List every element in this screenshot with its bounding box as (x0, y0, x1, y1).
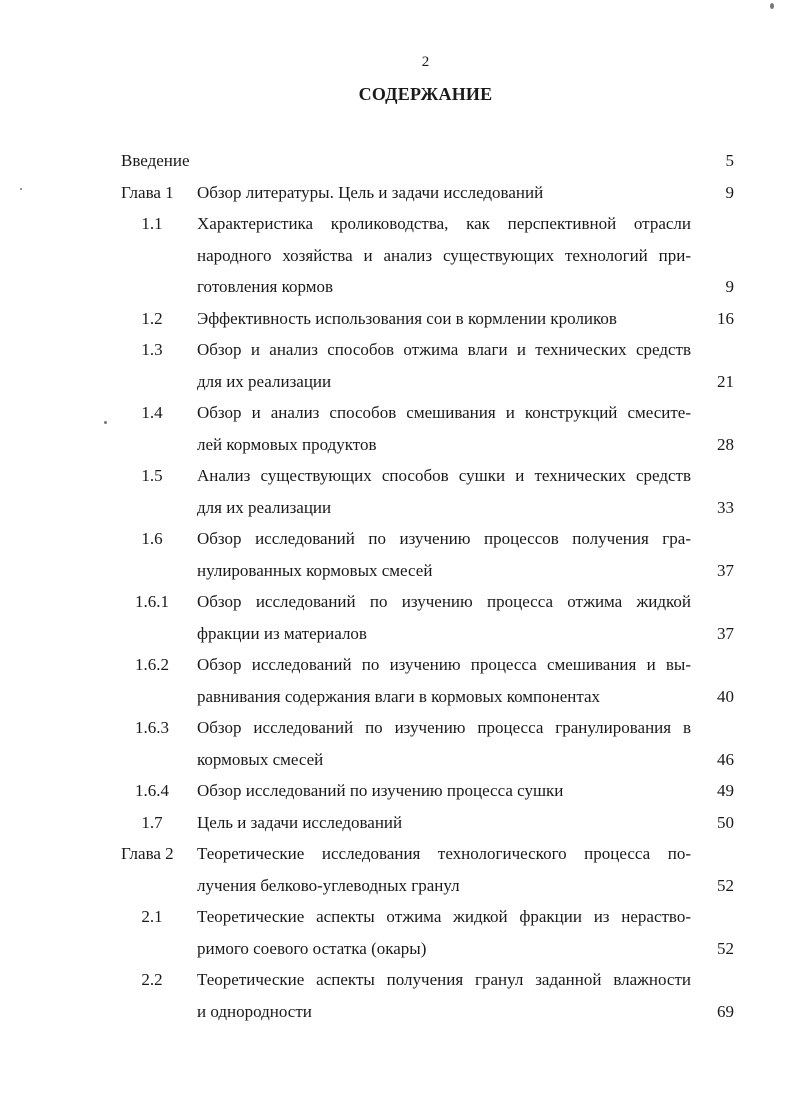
toc-entry-page: 52 (717, 938, 734, 958)
toc-entry-number: 2.1 (141, 907, 163, 926)
toc-entry-page: 52 (717, 875, 734, 895)
toc-entry-title (197, 177, 691, 209)
toc-entry-title (197, 586, 691, 649)
toc-entry-number: 1.7 (141, 812, 163, 832)
toc-entry-number: Глава 2 (121, 844, 174, 863)
toc-entry-line: Характеристика кролиководства, как перспективной отрасли (197, 214, 691, 233)
toc-entry-number: 1.6 (141, 529, 163, 548)
toc-entry-title (197, 397, 691, 460)
toc-entry-number: 1.3 (141, 340, 163, 359)
toc-entry (0, 397, 799, 460)
toc-entry-number: 1.6.1 (135, 592, 169, 611)
scan-speck (104, 421, 107, 424)
toc-entry-page: 21 (717, 371, 734, 391)
toc-entry-title (121, 145, 681, 177)
toc-entry-line: равнивания содержания влаги в кормовых компонентах (197, 686, 601, 706)
toc-entry-number: 1.6.3 (135, 718, 169, 737)
toc-entry-page: 16 (717, 308, 734, 328)
toc-entry-page: 9 (725, 277, 734, 296)
toc-entry-page: 9 (725, 182, 734, 202)
toc-entry (0, 208, 799, 303)
toc-entry-line: Обзор и анализ способов смешивания и конструкций смесите- (197, 403, 691, 422)
toc-entry-line: Обзор исследований по изучению процесса сушки (197, 781, 564, 800)
toc-entry-line: Эффективность использования сои в кормлении кроликов (197, 308, 617, 328)
toc-entry-title (197, 460, 691, 523)
scan-speck (20, 188, 22, 190)
toc-entry-line: готовления кормов (197, 277, 334, 296)
toc-entry-line: кормовых смесей (197, 749, 324, 769)
toc-entry-number: 1.6.4 (135, 781, 169, 800)
toc-entry (0, 177, 799, 209)
toc-entry-line: римого соевого остатка (окары) (197, 938, 427, 958)
toc-entry (0, 460, 799, 523)
page-number: 2 (421, 54, 430, 70)
toc-entry-line: для их реализации (197, 371, 332, 391)
toc-entry (0, 964, 799, 1027)
toc-entry-title (197, 649, 691, 712)
toc-entry-line: Теоретические аспекты отжима жидкой фракции из нераство- (197, 907, 691, 926)
toc-entry (0, 901, 799, 964)
toc-entry (0, 838, 799, 901)
toc-entry-line: Цель и задачи исследований (197, 812, 403, 832)
toc-entry-page: 33 (717, 497, 734, 517)
toc-entry-line: Введение (121, 151, 190, 170)
toc-entry-number: 1.2 (141, 308, 163, 328)
toc-entry-line: для их реализации (197, 497, 332, 517)
toc-entry (0, 649, 799, 712)
toc-entry (0, 712, 799, 775)
toc-entry-number: 1.6.2 (135, 655, 169, 674)
toc-entry-line: Обзор литературы. Цель и задачи исследований (197, 182, 544, 202)
toc-entry-line: Обзор и анализ способов отжима влаги и технических средств (197, 340, 691, 359)
toc-entry-title (197, 775, 691, 807)
toc-entry-number: 2.2 (141, 970, 163, 989)
toc-entry-line: Теоретические исследования технологического процесса по- (197, 844, 691, 863)
toc-entry-line: народного хозяйства и анализ существующих технологий при- (197, 245, 691, 265)
scan-speck (770, 3, 774, 9)
toc-entry-page: 37 (717, 623, 734, 643)
toc-entry-title (197, 964, 691, 1027)
toc-entry (0, 334, 799, 397)
toc-entry-line: и однородности (197, 1001, 312, 1021)
toc-entry-line: фракции из материалов (197, 623, 367, 643)
toc-entry (0, 145, 799, 177)
toc-entry-page: 46 (717, 749, 734, 769)
toc-entry-title (197, 523, 691, 586)
toc-entry-number: 1.4 (141, 403, 163, 422)
toc-entry-line: лучения белково-углеводных гранул (197, 875, 460, 895)
toc-entry (0, 807, 799, 839)
toc-entry (0, 523, 799, 586)
toc-entry-number: 1.1 (141, 214, 163, 233)
toc-entry-line: Обзор исследований по изучению процессов получения гра- (197, 529, 691, 548)
toc-entry-title (197, 303, 691, 335)
page-title: СОДЕРЖАНИЕ (358, 84, 493, 104)
toc-entry-page: 40 (717, 686, 734, 706)
toc-entry-line: Анализ существующих способов сушки и технических средств (197, 466, 691, 485)
toc-entry-title (197, 838, 691, 901)
toc-entry-line: Теоретические аспекты получения гранул заданной влажности (197, 970, 691, 989)
toc-entry-line: Обзор исследований по изучению процесса гранулирования в (197, 718, 691, 737)
toc-entry-page: 5 (725, 151, 734, 170)
toc-entry-number: 1.5 (141, 466, 163, 485)
toc-entry-page: 69 (717, 1001, 734, 1021)
toc-entry-title (197, 334, 691, 397)
toc-entry-line: лей кормовых продуктов (197, 434, 377, 454)
toc-entry-title (197, 807, 691, 839)
toc-entry-page: 49 (717, 781, 734, 800)
toc-entry-number: Глава 1 (121, 182, 174, 202)
toc-entry-title (197, 712, 691, 775)
toc-entry-title (197, 208, 691, 303)
toc-entry (0, 775, 799, 807)
toc-entry-page: 50 (717, 812, 734, 832)
table-of-contents (0, 145, 799, 1027)
toc-entry-line: нулированных кормовых смесей (197, 560, 433, 580)
toc-entry-line: Обзор исследований по изучению процесса смешивания и вы- (197, 655, 691, 674)
toc-entry-title (197, 901, 691, 964)
toc-entry-page: 28 (717, 434, 734, 454)
toc-entry (0, 586, 799, 649)
toc-entry-line: Обзор исследований по изучению процесса отжима жидкой (197, 592, 691, 611)
toc-entry (0, 303, 799, 335)
toc-entry-page: 37 (717, 560, 734, 580)
